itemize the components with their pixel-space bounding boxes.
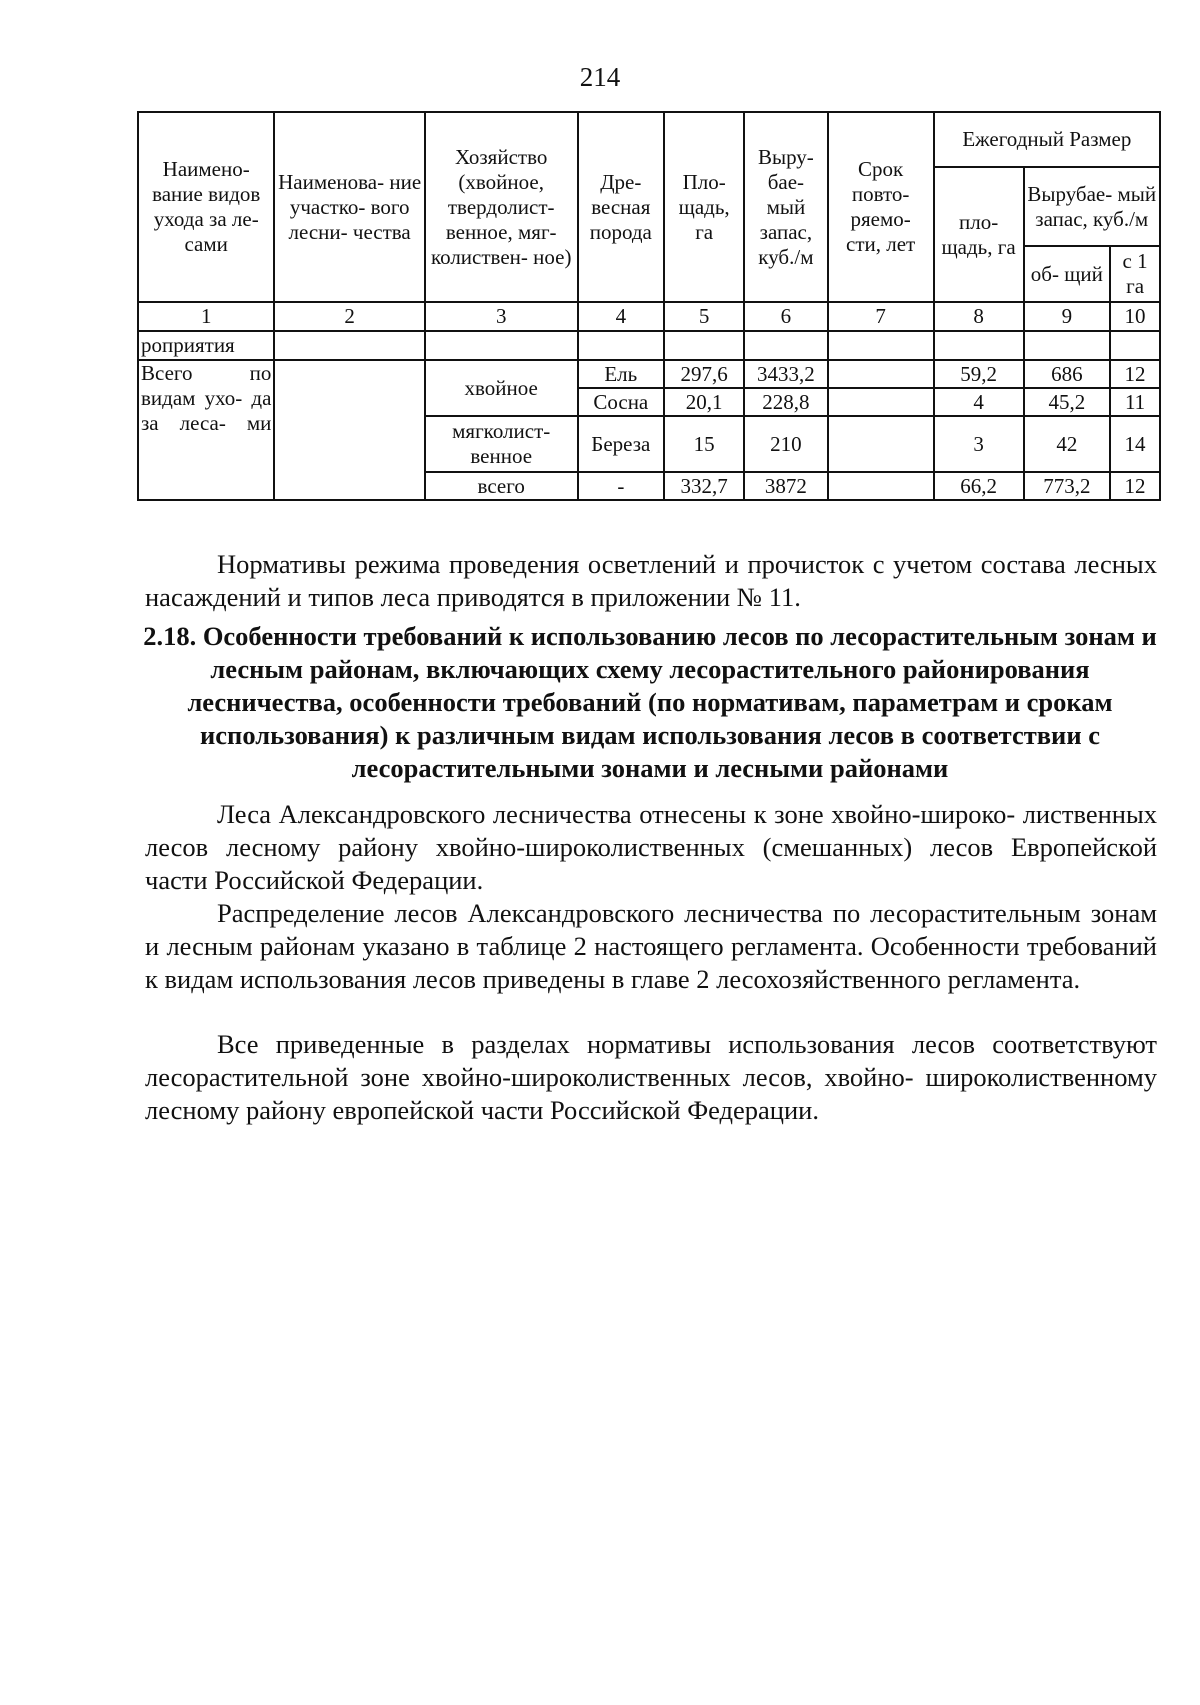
farm-softleaf: мягколист- венное <box>425 416 578 472</box>
paragraph-1: Леса Александровского лесничества отнесены к зоне хвойно-широко- лиственных лесов лесному району хвойно-широколиственных (смешанных) лесов Европейской части Российской Федерации. <box>145 799 1157 895</box>
total-annual-area: 66,2 <box>934 472 1024 500</box>
page-number: 214 <box>579 62 621 92</box>
forest-care-table <box>137 111 1161 501</box>
area-cell: 20,1 <box>664 388 744 416</box>
column-number: 4 <box>578 302 665 331</box>
continued-row-label: роприятия <box>138 331 274 360</box>
total-per-ha: 12 <box>1110 472 1160 500</box>
column-number: 2 <box>274 302 424 331</box>
column-number: 3 <box>425 302 578 331</box>
annual-total-cell: 45,2 <box>1024 388 1111 416</box>
annual-total-cell: 42 <box>1024 416 1111 472</box>
annual-total-cell: 686 <box>1024 360 1111 388</box>
annual-area-cell: 3 <box>934 416 1024 472</box>
header-annual-size: Ежегодный Размер <box>934 112 1160 167</box>
header-farm-type: Хозяйство (хвойное, твердолист- венное, мяг- колиствен- ное) <box>425 112 578 302</box>
total-label: всего <box>425 472 578 500</box>
per-ha-cell: 12 <box>1110 360 1160 388</box>
total-area: 332,7 <box>664 472 744 500</box>
header-district: Наименова- ние участко- вого лесни- чества <box>274 112 424 302</box>
column-number: 1 <box>138 302 274 331</box>
period-cell <box>828 388 934 416</box>
header-species: Дре- весная порода <box>578 112 665 302</box>
annual-area-cell: 4 <box>934 388 1024 416</box>
paragraph-2: Распределение лесов Александровского лесничества по лесорастительным зонам и лесным районам указано в таблице 2 настоящего регламента. Особенности требований к видам использования лесов приведены в главе 2 лесохозяйственного регламента. <box>145 898 1157 994</box>
farm-conifer: хвойное <box>425 360 578 416</box>
column-number: 6 <box>744 302 827 331</box>
header-annual-total: об- щий <box>1024 246 1111 302</box>
column-number: 7 <box>828 302 934 331</box>
per-ha-cell: 11 <box>1110 388 1160 416</box>
period-cell <box>828 360 934 388</box>
header-repeat-period: Срок повто- ряемо- сти, лет <box>828 112 934 302</box>
area-cell: 15 <box>664 416 744 472</box>
header-annual-area: пло- щадь, га <box>934 167 1024 302</box>
paragraph-3: Все приведенные в разделах нормативы использования лесов соответствуют лесорастительной зоне хвойно-широколиственных лесов, хвойно- широколиственному лесному району европейской части Российской Федерации. <box>145 1029 1157 1125</box>
header-area: Пло- щадь, га <box>664 112 744 302</box>
group-label: Всего по видам ухо- да за леса- ми <box>138 360 274 500</box>
total-volume: 3872 <box>744 472 827 500</box>
header-harvest-volume: Выру- бае- мый запас, куб./м <box>744 112 827 302</box>
volume-cell: 210 <box>744 416 827 472</box>
volume-cell: 228,8 <box>744 388 827 416</box>
district-cell <box>274 360 424 500</box>
period-cell <box>828 416 934 472</box>
header-annual-volume: Вырубае- мый запас, куб./м <box>1024 167 1160 246</box>
volume-cell: 3433,2 <box>744 360 827 388</box>
header-per-ha: с 1 га <box>1110 246 1160 302</box>
column-number: 10 <box>1110 302 1160 331</box>
column-number: 9 <box>1024 302 1111 331</box>
total-species: - <box>578 472 665 500</box>
species-cell: Сосна <box>578 388 665 416</box>
species-cell: Ель <box>578 360 665 388</box>
column-number: 5 <box>664 302 744 331</box>
annual-area-cell: 59,2 <box>934 360 1024 388</box>
norms-paragraph: Нормативы режима проведения осветлений и прочисток с учетом состава лесных насаждений и типов леса приводятся в приложении № 11. <box>145 549 1157 612</box>
per-ha-cell: 14 <box>1110 416 1160 472</box>
species-cell: Береза <box>578 416 665 472</box>
header-care-type: Наимено- вание видов ухода за ле- сами <box>138 112 274 302</box>
total-annual-total: 773,2 <box>1024 472 1111 500</box>
section-heading: 2.18. Особенности требований к использованию лесов по лесорастительным зонам и лесным районам, включающих схему лесорастительного районирования лесничества, особенности требований (по нормативам, параметрам и срокам использования) к различным видам использования лесов в соответствии с лесорастительными зонами и лесными районами <box>143 621 1157 783</box>
column-number: 8 <box>934 302 1024 331</box>
area-cell: 297,6 <box>664 360 744 388</box>
total-period <box>828 472 934 500</box>
